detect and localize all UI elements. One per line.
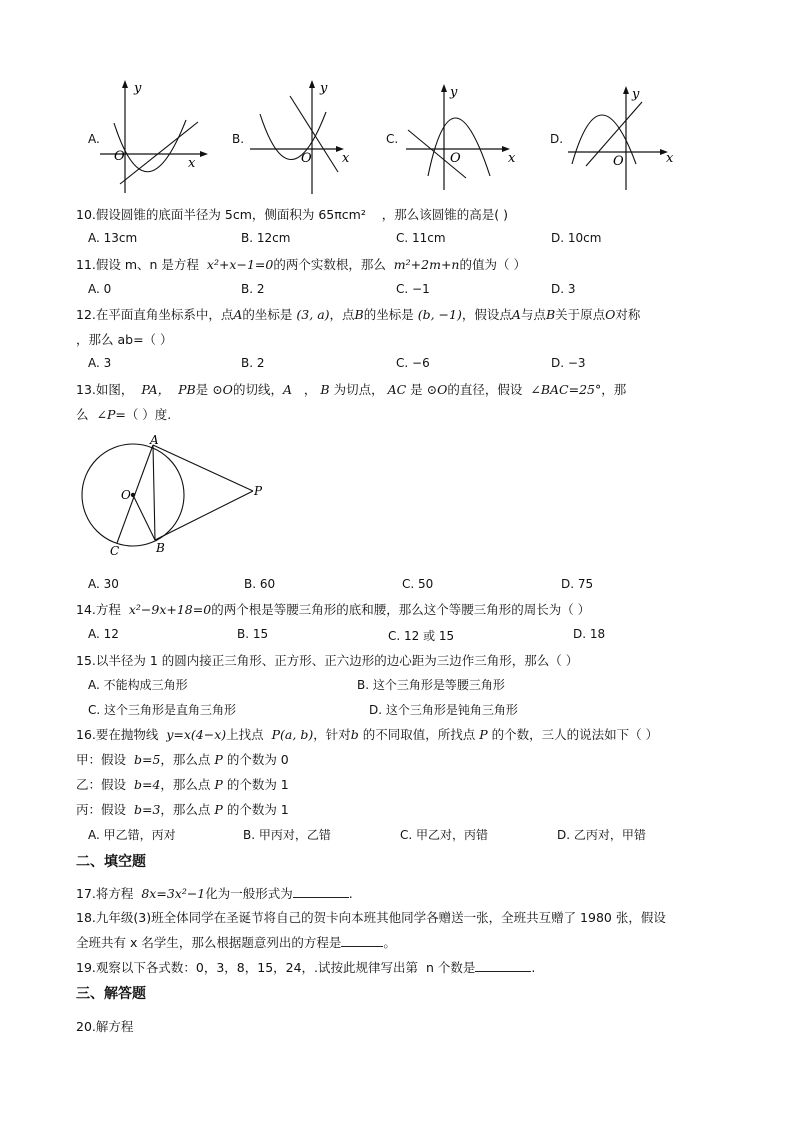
- q12-text-a: 12.在平面直角坐标系中，点: [76, 307, 234, 322]
- q12-coord-a: (3, a): [296, 307, 330, 322]
- q9-c-x-label: x: [508, 151, 516, 166]
- q13-circle: ⊙O: [212, 382, 233, 397]
- q12-option-c: C. −6: [396, 356, 430, 370]
- q12-text-h: 对称: [615, 307, 641, 322]
- q9-d-origin-label: O: [613, 154, 624, 169]
- q14-option-c: C. 12 或 15: [388, 629, 455, 643]
- q11-prefix: 11.假设 m、n 是方程: [76, 257, 199, 272]
- q13-option-b: B. 60: [244, 577, 276, 591]
- q13-question-line1: 13.如图， PA， PB是 ⊙O的切线，A ， B 为切点， AC 是 ⊙O的直径，假设 ∠BAC=25°，那: [76, 382, 627, 397]
- q13-fig-label-b: B: [156, 541, 165, 555]
- q16-s1-who: 甲：假设: [76, 752, 127, 767]
- q16-middle: 上找点: [226, 727, 264, 742]
- q16-s2-rest-a: ，那么点: [160, 777, 211, 792]
- q13-text-a: 13.如图，: [76, 382, 134, 397]
- q13-point-b: B: [320, 382, 330, 397]
- q9-d-x-label: x: [666, 151, 674, 166]
- q9-b-x-label: x: [342, 151, 350, 166]
- q14-prefix: 14.方程: [76, 602, 121, 617]
- q16-s3-rest-b: 的个数为 1: [226, 802, 289, 817]
- q9-graph-c: [402, 80, 522, 192]
- q13-text-i: （ ）度.: [125, 407, 172, 422]
- q12-option-a: A. 3: [88, 356, 112, 370]
- q12-point-b: B: [354, 307, 364, 322]
- q14-option-d: D. 18: [573, 627, 606, 641]
- q9-c-y-label: y: [450, 85, 458, 100]
- q10-option-b: B. 12cm: [241, 231, 291, 245]
- q16-option-c: C. 甲乙对，丙错: [400, 828, 489, 842]
- q16-s2-who: 乙：假设: [76, 777, 127, 792]
- q20-question: 20.解方程: [76, 1019, 134, 1034]
- q13-figure-center-dot: [131, 493, 135, 497]
- q11-suffix: 的值为（ ）: [459, 257, 526, 272]
- q13-circle-2: ⊙O: [426, 382, 448, 397]
- q9-c-origin-label: O: [450, 151, 461, 166]
- q16-question: [76, 725, 658, 743]
- q9-graph-a: [100, 78, 212, 196]
- q16-option-b: B. 甲丙对，乙错: [243, 828, 331, 842]
- q11-equation: x²+x−1=0: [206, 257, 274, 272]
- q10-option-c: C. 11cm: [396, 231, 446, 245]
- q10-number: 10.: [76, 207, 96, 222]
- q17-prefix: 17.将方程: [76, 886, 134, 901]
- q10-option-a: A. 13cm: [88, 231, 138, 245]
- q11-middle: 的两个实数根，那么: [273, 257, 386, 272]
- q13-question-line2: [76, 405, 171, 423]
- q12-point-o: O: [605, 307, 616, 322]
- q16-s3-who: 丙：假设: [76, 802, 127, 817]
- q15-option-a: A. 不能构成三角形: [88, 678, 188, 692]
- q11-option-c: C. −1: [396, 282, 430, 296]
- q10-text-a: 假设圆锥的底面半径为 5cm，侧面积为 65πcm²: [95, 207, 366, 222]
- q13-option-a: A. 30: [88, 577, 119, 591]
- q12-point-a-2: A: [511, 307, 521, 322]
- q12-question-line1: [76, 305, 640, 323]
- q16-p: P: [479, 727, 488, 742]
- q15-option-d: D. 这个三角形是钝角三角形: [369, 703, 518, 717]
- section-3-title: 三、解答题: [76, 986, 146, 1002]
- q15-option-b: B. 这个三角形是等腰三角形: [357, 678, 505, 692]
- q17-question: [76, 884, 353, 902]
- q13-text-f: 的直径，假设: [447, 382, 523, 397]
- q12-point-b-2: B: [545, 307, 556, 322]
- q12-text-g: 关于原点: [555, 307, 606, 322]
- q14-question: [76, 600, 590, 618]
- q12-text-d: 的坐标是: [363, 307, 414, 322]
- q13-figure: [78, 432, 268, 560]
- q16-s3-p: P: [214, 802, 223, 817]
- q13-fig-label-c: C: [110, 544, 120, 558]
- q19-end: .: [531, 960, 536, 975]
- q16-option-a: A. 甲乙错，丙对: [88, 828, 176, 842]
- q18-question-line2: [76, 933, 396, 951]
- q12-option-b: B. 2: [241, 356, 265, 370]
- q13-figure-line-ab: [153, 445, 155, 540]
- q13-text-h: 么: [76, 407, 89, 422]
- q12-text-c: ，点: [329, 307, 355, 322]
- q10-text-b: ，那么该圆锥的高是( ): [381, 207, 508, 222]
- q9-option-c-label: C.: [386, 132, 399, 146]
- q13-figure-line-pa: [153, 445, 253, 491]
- q13-option-c: C. 50: [402, 577, 434, 591]
- q11-question: [76, 255, 526, 273]
- q9-graph-b: [246, 76, 358, 196]
- q11-option-a: A. 0: [88, 282, 112, 296]
- q13-fig-label-o: O: [121, 488, 131, 502]
- q13-angle: ∠BAC=25°: [530, 382, 602, 397]
- q9-option-d-label: D.: [550, 132, 564, 146]
- q15-question: 15.以半径为 1 的圆内接正三角形、正方形、正六边形的边心距为三边作三角形，那么（ ）: [76, 653, 579, 668]
- q9-a-y-label: y: [134, 81, 142, 96]
- q19-n: n: [425, 960, 434, 975]
- q16-s1-rest-a: ，那么点: [160, 752, 211, 767]
- q9-b-y-label: y: [320, 81, 328, 96]
- q16-suffix-b: 的不同取值，所找点: [362, 727, 476, 742]
- q9-option-a-label: A.: [88, 132, 100, 146]
- q17-end: .: [348, 886, 353, 901]
- q12-text-e: ，假设点: [461, 307, 512, 322]
- q16-s2-cond: b=4: [133, 777, 161, 792]
- q12-coord-b: (b, −1): [417, 307, 462, 322]
- q19-answer-blank[interactable]: [475, 959, 531, 972]
- q13-text-e: 是: [410, 382, 423, 397]
- q16-s1-p: P: [214, 752, 223, 767]
- q13-text-d: 为切点，: [333, 382, 384, 397]
- q16-statement-1: [76, 750, 289, 768]
- q16-s3-cond: b=3: [133, 802, 161, 817]
- q9-graph-d: [566, 82, 680, 192]
- q17-equation: 8x=3x²−1: [141, 886, 206, 901]
- q14-option-a: A. 12: [88, 627, 119, 641]
- q13-option-d: D. 75: [561, 577, 594, 591]
- q18-end: 。: [383, 935, 396, 950]
- q13-fig-label-p: P: [254, 484, 263, 498]
- q16-point: P(a, b): [271, 727, 314, 742]
- q17-answer-blank[interactable]: [293, 885, 349, 898]
- q11-expression: m²+2m+n: [393, 257, 460, 272]
- q11-option-d: D. 3: [551, 282, 576, 296]
- q13-point-a: A: [282, 382, 292, 397]
- q18-question-line1: 18.九年级(3)班全体同学在圣诞节将自己的贺卡向本班其他同学各赠送一张，全班共互赠了 1980 张，假设: [76, 910, 666, 925]
- q16-equation: y=x(4−x): [166, 727, 227, 742]
- q13-pa: PA，: [141, 382, 171, 397]
- q16-option-d: D. 乙丙对，甲错: [557, 828, 646, 842]
- q16-suffix-c: 的个数，三人的说法如下（ ）: [491, 727, 659, 742]
- q15-option-c: C. 这个三角形是直角三角形: [88, 703, 237, 717]
- q9-option-b-label: B.: [232, 132, 245, 146]
- q9-b-origin-label: O: [301, 151, 312, 166]
- q14-suffix: 的两个根是等腰三角形的底和腰，那么这个等腰三角形的周长为（ ）: [211, 602, 591, 617]
- q9-d-y-label: y: [632, 87, 640, 102]
- q16-suffix-a: ，针对: [313, 727, 351, 742]
- q12-option-d: D. −3: [551, 356, 586, 370]
- q16-s2-p: P: [214, 777, 223, 792]
- q13-ac: AC: [387, 382, 407, 397]
- q12-question-line2: ，那么 ab=（ ）: [76, 332, 173, 347]
- q13-figure-line-pb: [155, 491, 253, 540]
- q13-text-g: ，那: [601, 382, 627, 397]
- q16-statement-3: [76, 800, 289, 818]
- q12-text-f: 与点: [520, 307, 546, 322]
- q13-pb: PB: [178, 382, 196, 397]
- q13-angle-p: ∠P=: [96, 407, 126, 422]
- q12-text-b: 的坐标是: [242, 307, 293, 322]
- q13-text-c: 的切线，: [232, 382, 283, 397]
- q19-prefix: 19.观察以下各式数：0，3，8，15，24，.试按此规律写出第: [76, 960, 419, 975]
- q10-option-d: D. 10cm: [551, 231, 602, 245]
- q16-b: b: [350, 727, 359, 742]
- section-2-title: 二、填空题: [76, 854, 146, 870]
- q16-prefix: 16.要在抛物线: [76, 727, 159, 742]
- q16-s1-cond: b=5: [133, 752, 161, 767]
- q9-a-origin-label: O: [114, 149, 125, 164]
- q19-suffix: 个数是: [437, 960, 476, 975]
- q13-figure-line-ob: [133, 495, 155, 540]
- q16-s1-rest-b: 的个数为 0: [226, 752, 289, 767]
- q16-s3-rest-a: ，那么点: [160, 802, 211, 817]
- q17-suffix: 化为一般形式为: [205, 886, 293, 901]
- q18-answer-blank[interactable]: [341, 934, 383, 947]
- q18-text: 全班共有 x 名学生，那么根据题意列出的方程是: [76, 935, 342, 950]
- q9-a-x-label: x: [188, 156, 196, 171]
- q19-question: [76, 958, 535, 976]
- q14-option-b: B. 15: [237, 627, 269, 641]
- q13-fig-label-a: A: [150, 433, 159, 447]
- q14-equation: x²−9x+18=0: [128, 602, 212, 617]
- q12-point-a: A: [233, 307, 243, 322]
- q11-option-b: B. 2: [241, 282, 265, 296]
- q16-statement-2: [76, 775, 289, 793]
- q16-s2-rest-b: 的个数为 1: [226, 777, 289, 792]
- q13-text-b: 是: [195, 382, 209, 397]
- q10-question: [76, 205, 508, 223]
